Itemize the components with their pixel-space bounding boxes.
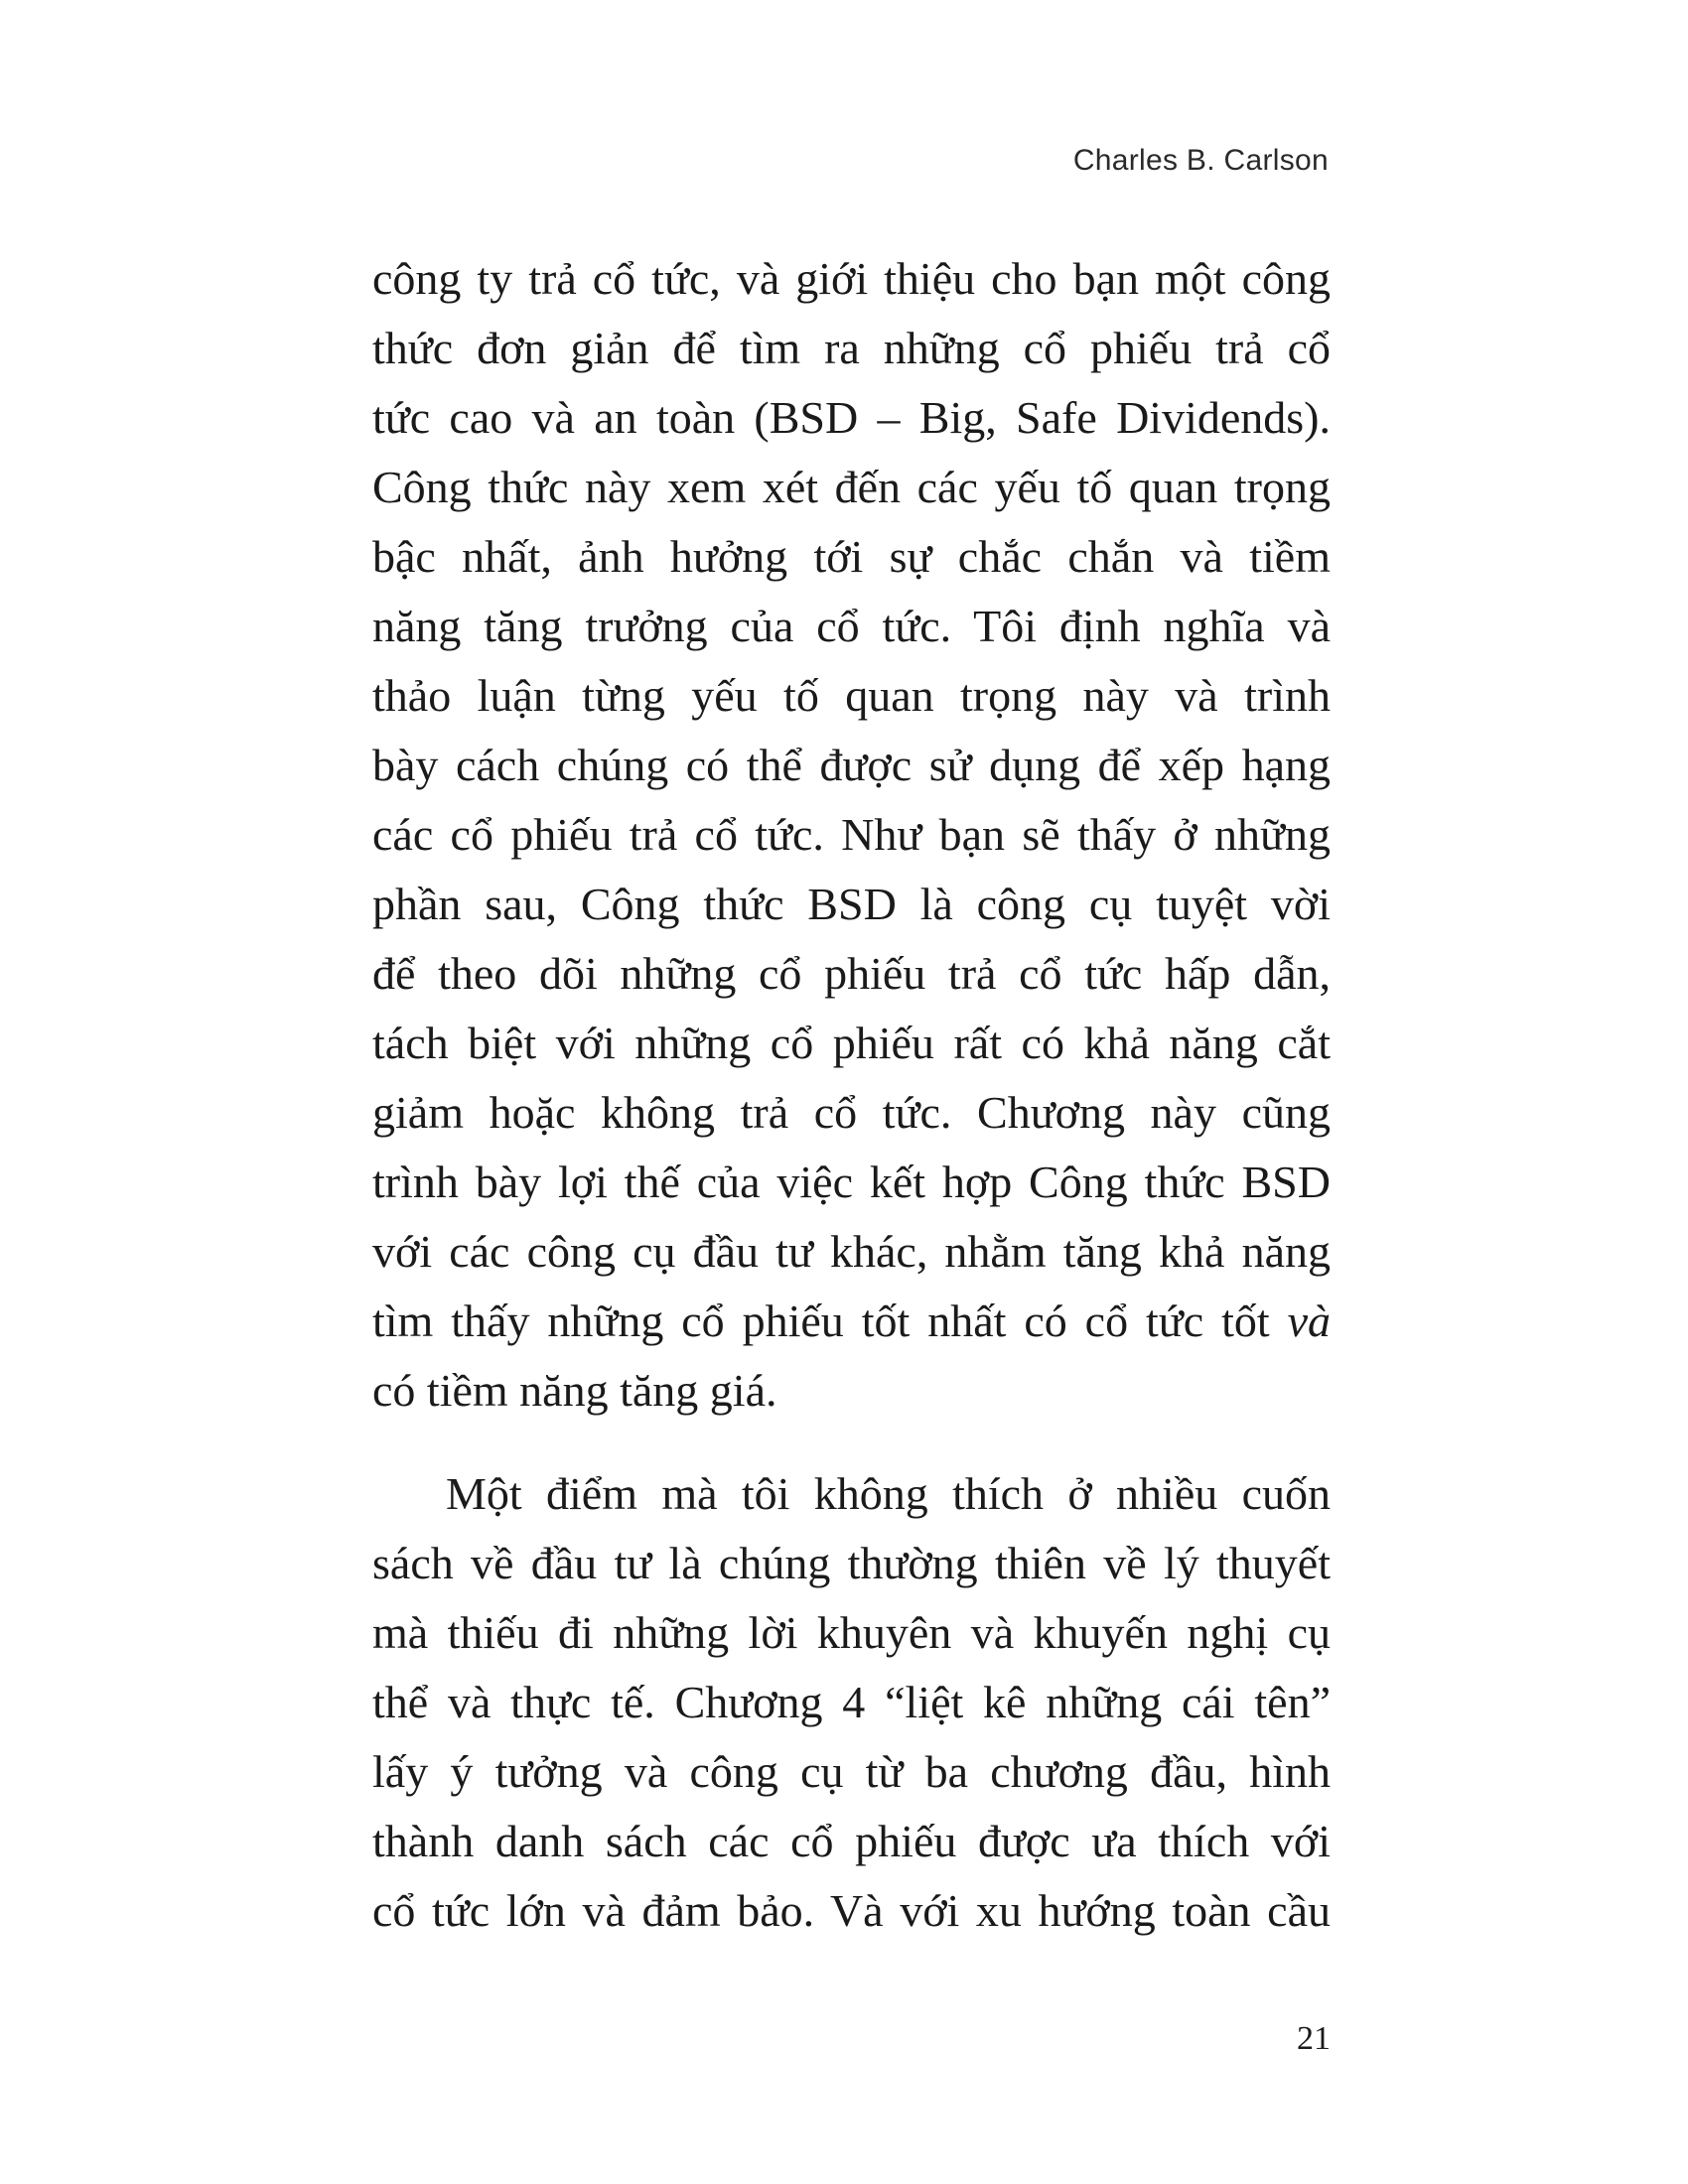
text-line: bậc nhất, ảnh hưởng tới sự chắc chắn và tiềm bbox=[372, 531, 1331, 582]
text-line: mà thiếu đi những lời khuyên và khuyến nghị cụ bbox=[372, 1607, 1331, 1658]
paragraph-1 bbox=[372, 244, 1331, 1426]
text-line: bày cách chúng có thể được sử dụng để xếp hạng bbox=[372, 740, 1331, 790]
text-line: thức đơn giản để tìm ra những cổ phiếu trả cổ bbox=[372, 323, 1331, 373]
text-line: lấy ý tưởng và công cụ từ ba chương đầu, hình bbox=[372, 1746, 1331, 1797]
body-text bbox=[372, 244, 1331, 1946]
text-line: thành danh sách các cổ phiếu được ưa thích với bbox=[372, 1816, 1331, 1866]
text-line: cổ tức lớn và đảm bảo. Và với xu hướng toàn cầu bbox=[372, 1885, 1331, 1936]
text-line: phần sau, Công thức BSD là công cụ tuyệt vời bbox=[372, 879, 1331, 929]
text-line: năng tăng trưởng của cổ tức. Tôi định nghĩa và bbox=[372, 601, 1331, 651]
text-line: tức cao và an toàn (BSD – Big, Safe Dividends). bbox=[372, 392, 1331, 443]
text-line: giảm hoặc không trả cổ tức. Chương này cũng bbox=[372, 1087, 1331, 1138]
text-line-with-italic bbox=[372, 1287, 1331, 1356]
page-number: 21 bbox=[1297, 2020, 1331, 2057]
running-header-author: Charles B. Carlson bbox=[1072, 144, 1329, 177]
text-line: có tiềm năng tăng giá. bbox=[372, 1365, 777, 1416]
text-line: sách về đầu tư là chúng thường thiên về lý thuyết bbox=[372, 1538, 1331, 1588]
text-line: Công thức này xem xét đến các yếu tố quan trọng bbox=[372, 462, 1331, 512]
text-line: tách biệt với những cổ phiếu rất có khả năng cắt bbox=[372, 1018, 1331, 1068]
text-line: Một điểm mà tôi không thích ở nhiều cuốn bbox=[446, 1468, 1331, 1519]
text-line: thảo luận từng yếu tố quan trọng này và trình bbox=[372, 670, 1331, 721]
text-segment: tìm thấy những cổ phiếu tốt nhất có cổ tức tốt bbox=[372, 1296, 1270, 1346]
text-line: với các công cụ đầu tư khác, nhằm tăng khả năng bbox=[372, 1226, 1331, 1277]
paragraph-2 bbox=[372, 1459, 1331, 1946]
italic-emphasis: và bbox=[1287, 1296, 1332, 1346]
text-line: trình bày lợi thế của việc kết hợp Công thức BSD bbox=[372, 1157, 1331, 1207]
text-line: để theo dõi những cổ phiếu trả cổ tức hấp dẫn, bbox=[372, 948, 1331, 999]
text-line: các cổ phiếu trả cổ tức. Như bạn sẽ thấy ở những bbox=[372, 809, 1331, 860]
text-line: công ty trả cổ tức, và giới thiệu cho bạn một công bbox=[372, 253, 1331, 304]
text-line: thể và thực tế. Chương 4 “liệt kê những cái tên” bbox=[372, 1677, 1331, 1727]
